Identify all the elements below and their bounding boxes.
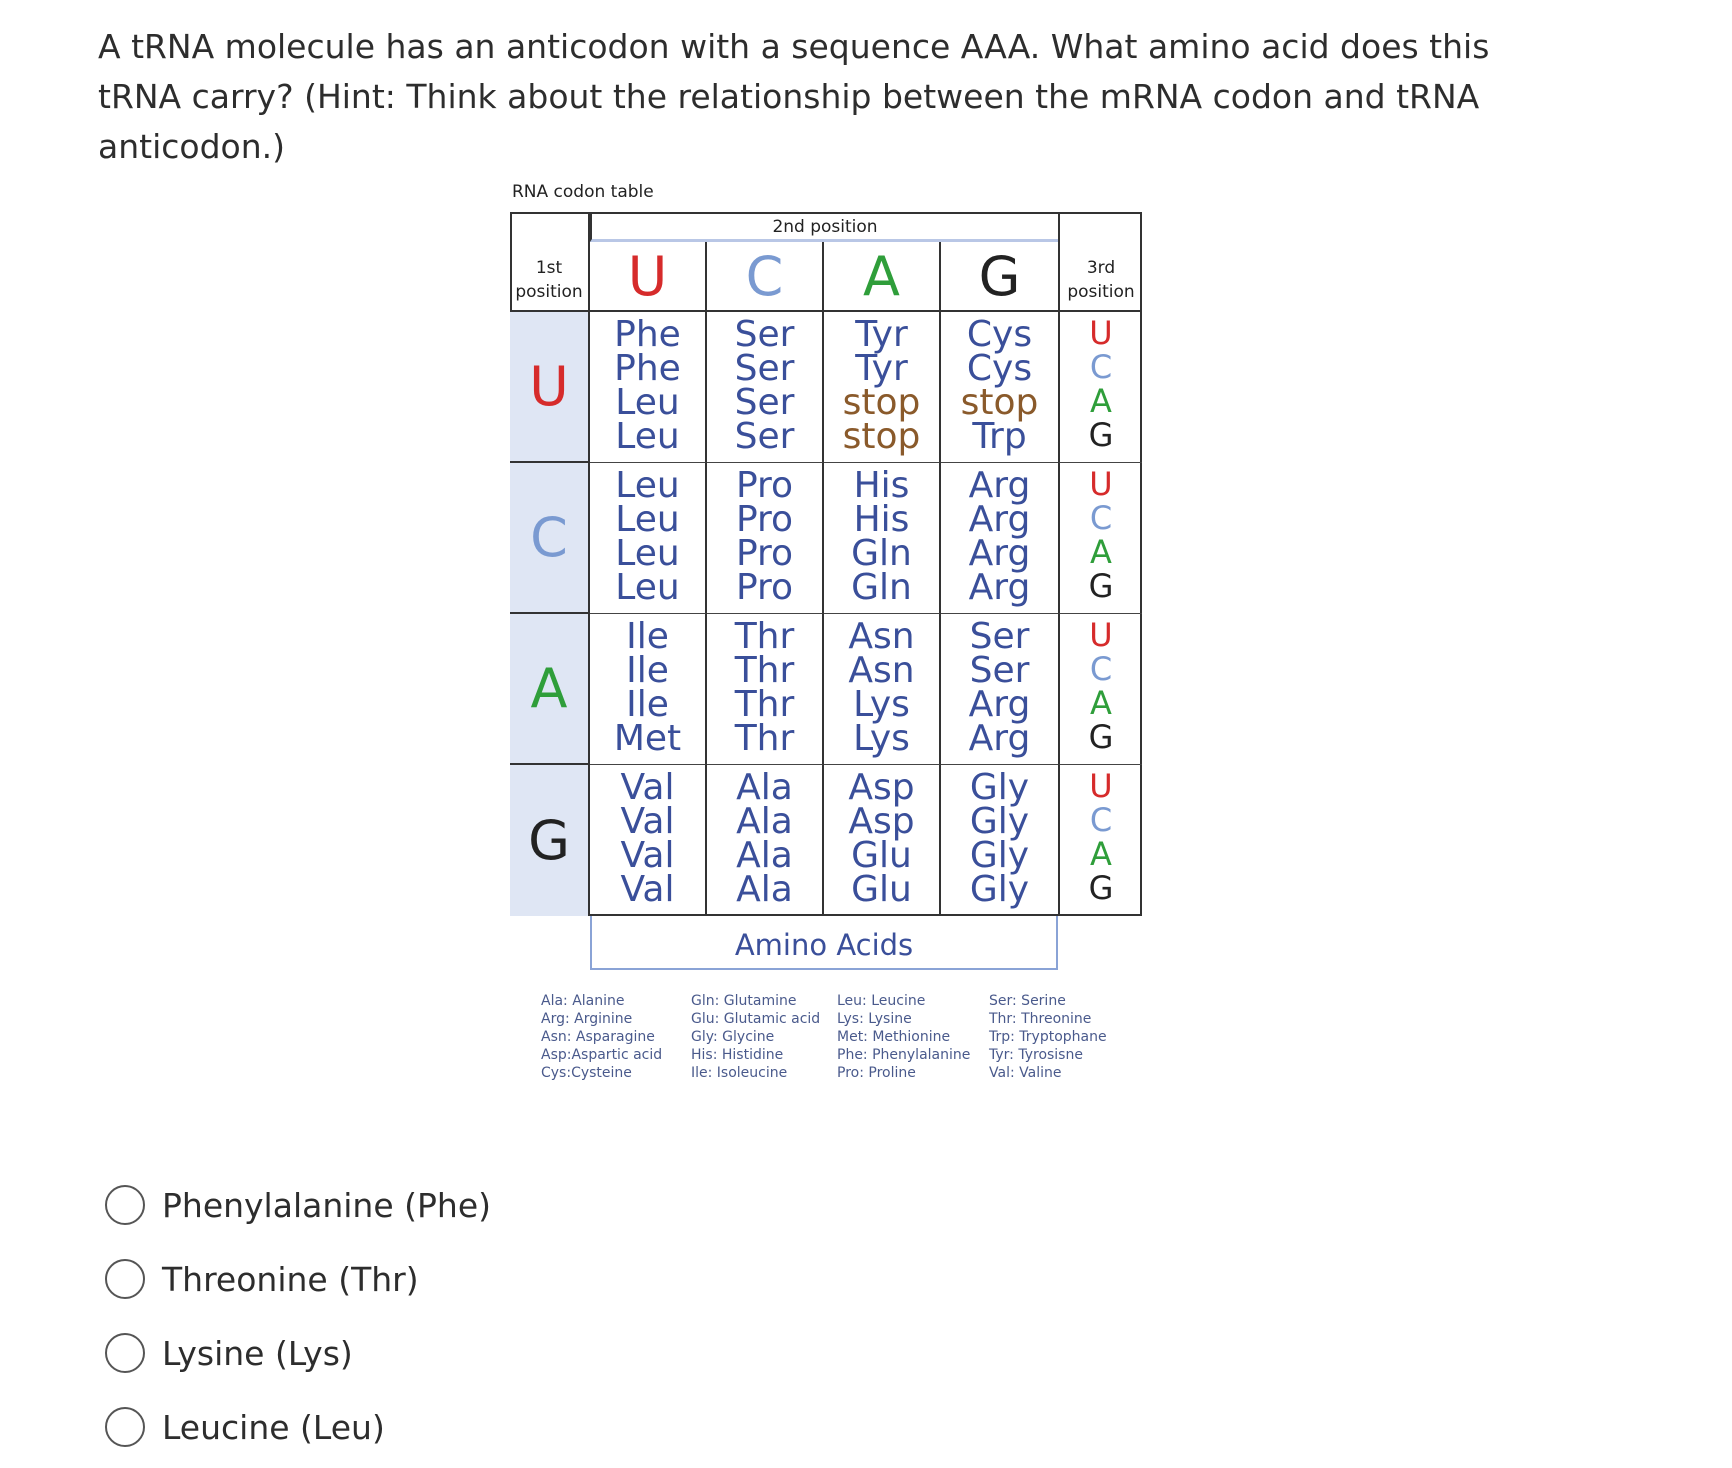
legend-entry: Pro: Proline	[837, 1065, 916, 1081]
first-position-header	[510, 212, 590, 312]
third-position-base-C: C	[1089, 499, 1113, 537]
legend-column	[989, 992, 1107, 1082]
legend-entry: Ser: Serine	[989, 993, 1066, 1009]
second-position-base-C: C	[707, 242, 824, 312]
amino-acid-cell	[941, 614, 1058, 765]
amino-acid-val: Val	[620, 767, 675, 808]
amino-acid-gly: Gly	[969, 801, 1030, 842]
legend-entry: Val: Valine	[989, 1065, 1062, 1081]
amino-acid-val: Val	[620, 835, 675, 876]
amino-acid-lys: Lys	[853, 684, 910, 725]
radio-button[interactable]	[105, 1185, 145, 1225]
amino-acid-cell	[824, 463, 941, 614]
answer-option[interactable]	[105, 1257, 605, 1301]
amino-acid-cell	[590, 614, 707, 765]
amino-acid-his: His	[853, 465, 910, 506]
amino-acid-pro: Pro	[735, 567, 794, 608]
amino-acid-cell	[941, 765, 1058, 916]
amino-acid-ser: Ser	[969, 650, 1030, 691]
legend-entry: Gln: Glutamine	[691, 993, 797, 1009]
third-position-base-U: U	[1089, 314, 1113, 352]
answer-option-label[interactable]: Threonine (Thr)	[162, 1259, 419, 1299]
first-position-base-U: U	[510, 312, 590, 463]
amino-acid-ala: Ala	[736, 801, 793, 842]
answer-option-label[interactable]: Lysine (Lys)	[162, 1333, 353, 1373]
amino-acid-cys: Cys	[966, 348, 1033, 389]
legend-entry: Glu: Glutamic acid	[691, 1011, 821, 1027]
third-position-base-A: A	[1090, 684, 1112, 722]
legend-entry: Asn: Asparagine	[541, 1029, 655, 1045]
third-position-base-G: G	[1088, 869, 1114, 907]
amino-acid-asn: Asn	[848, 650, 915, 691]
second-position-base-G: G	[941, 242, 1058, 312]
amino-acid-arg: Arg	[968, 533, 1031, 574]
amino-acid-cell	[707, 312, 824, 463]
legend-entry: Ala: Alanine	[541, 993, 625, 1009]
amino-acid-ala: Ala	[736, 835, 793, 876]
amino-acid-cell	[824, 312, 941, 463]
amino-acid-thr: Thr	[734, 650, 795, 691]
legend-entry: Leu: Leucine	[837, 993, 926, 1009]
third-position-base-U: U	[1089, 616, 1113, 654]
amino-acid-cell	[590, 463, 707, 614]
amino-acid-cell	[590, 312, 707, 463]
amino-acid-ile: Ile	[626, 616, 669, 657]
amino-acid-stop: stop	[842, 416, 921, 457]
second-position-header: 2nd position	[590, 212, 1058, 242]
answer-option[interactable]	[105, 1183, 605, 1227]
third-position-cell	[1058, 614, 1142, 765]
amino-acid-cell	[707, 614, 824, 765]
amino-acid-stop: stop	[842, 382, 921, 423]
radio-button[interactable]	[105, 1407, 145, 1447]
third-position-base-G: G	[1088, 567, 1114, 605]
amino-acid-arg: Arg	[968, 684, 1031, 725]
amino-acid-cell	[941, 463, 1058, 614]
amino-acid-tyr: Tyr	[855, 348, 908, 389]
amino-acid-ile: Ile	[626, 684, 669, 725]
amino-acid-ser: Ser	[734, 382, 795, 423]
legend-entry: Lys: Lysine	[837, 1011, 912, 1027]
amino-acid-his: His	[853, 499, 910, 540]
amino-acid-leu: Leu	[615, 465, 680, 506]
amino-acid-thr: Thr	[734, 684, 795, 725]
answer-option-label[interactable]: Phenylalanine (Phe)	[162, 1185, 492, 1225]
legend-entry: Met: Methionine	[837, 1029, 951, 1045]
amino-acid-cell	[824, 614, 941, 765]
third-position-base-G: G	[1088, 416, 1114, 454]
third-position-cell	[1058, 312, 1142, 463]
amino-acid-pro: Pro	[735, 533, 794, 574]
answer-option[interactable]	[105, 1405, 605, 1449]
legend-column	[691, 992, 820, 1082]
legend-entry: Arg: Arginine	[541, 1011, 633, 1027]
amino-acid-ala: Ala	[736, 869, 793, 910]
codon-table-figure	[500, 182, 1160, 1082]
amino-acid-phe: Phe	[614, 314, 681, 355]
amino-acid-gln: Gln	[851, 567, 912, 608]
amino-acid-cell	[941, 312, 1058, 463]
amino-acids-label: Amino Acids	[734, 928, 914, 962]
figure-title: RNA codon table	[512, 182, 654, 202]
amino-acid-cell	[707, 463, 824, 614]
second-position-base-A: A	[824, 242, 941, 312]
first-position-word: position	[515, 282, 583, 302]
amino-acid-cell	[707, 765, 824, 916]
amino-acid-leu: Leu	[615, 567, 680, 608]
third-position-cell	[1058, 765, 1142, 916]
amino-acid-trp: Trp	[972, 416, 1027, 457]
amino-acid-ser: Ser	[734, 348, 795, 389]
first-position-base-G: G	[510, 765, 590, 916]
amino-acid-asn: Asn	[848, 616, 915, 657]
third-position-base-A: A	[1090, 835, 1112, 873]
amino-acid-arg: Arg	[968, 465, 1031, 506]
legend-column	[837, 992, 970, 1082]
amino-acid-ser: Ser	[734, 314, 795, 355]
question-text: A tRNA molecule has an anticodon with a sequence AAA. What amino acid does this tRNA carry? (Hint: Think about the relationship between the mRNA codon and tRNA anticodon.)	[98, 27, 1490, 166]
amino-acid-ser: Ser	[969, 616, 1030, 657]
amino-acid-gly: Gly	[969, 869, 1030, 910]
legend-entry: Tyr: Tyrosisne	[989, 1047, 1083, 1063]
amino-acid-glu: Glu	[851, 869, 912, 910]
third-position-base-U: U	[1089, 465, 1113, 503]
legend-entry: Ile: Isoleucine	[691, 1065, 788, 1081]
third-position-cell	[1058, 463, 1142, 614]
amino-acid-met: Met	[613, 718, 682, 759]
third-position-word: position	[1067, 282, 1135, 302]
amino-acid-gln: Gln	[851, 533, 912, 574]
amino-acid-leu: Leu	[615, 533, 680, 574]
amino-acid-pro: Pro	[735, 499, 794, 540]
third-position-word: 3rd	[1086, 258, 1116, 278]
amino-acid-val: Val	[620, 801, 675, 842]
third-position-base-G: G	[1088, 718, 1114, 756]
legend-entry: Asp:Aspartic acid	[541, 1047, 663, 1063]
amino-acid-stop: stop	[960, 382, 1039, 423]
legend-column	[541, 992, 662, 1082]
amino-acid-phe: Phe	[614, 348, 681, 389]
third-position-header	[1058, 212, 1142, 312]
amino-acid-cys: Cys	[966, 314, 1033, 355]
codon-table	[510, 212, 1146, 962]
amino-acid-lys: Lys	[853, 718, 910, 759]
legend-entry: Phe: Phenylalanine	[837, 1047, 971, 1063]
first-position-word: 1st	[535, 258, 563, 278]
first-position-base-A: A	[510, 614, 590, 765]
amino-acid-glu: Glu	[851, 835, 912, 876]
amino-acid-thr: Thr	[734, 616, 795, 657]
amino-acid-gly: Gly	[969, 767, 1030, 808]
radio-button[interactable]	[105, 1259, 145, 1299]
third-position-base-C: C	[1089, 801, 1113, 839]
third-position-base-U: U	[1089, 767, 1113, 805]
third-position-base-A: A	[1090, 382, 1112, 420]
second-position-base-U: U	[590, 242, 707, 312]
amino-acid-val: Val	[620, 869, 675, 910]
amino-acid-asp: Asp	[848, 767, 915, 808]
amino-acid-arg: Arg	[968, 718, 1031, 759]
amino-acid-thr: Thr	[734, 718, 795, 759]
answer-option-label[interactable]: Leucine (Leu)	[162, 1407, 385, 1447]
amino-acid-arg: Arg	[968, 499, 1031, 540]
amino-acid-arg: Arg	[968, 567, 1031, 608]
amino-acid-leu: Leu	[615, 499, 680, 540]
radio-button[interactable]	[105, 1333, 145, 1373]
amino-acid-cell	[590, 765, 707, 916]
amino-acid-leu: Leu	[615, 416, 680, 457]
amino-acid-tyr: Tyr	[855, 314, 908, 355]
legend-entry: Gly: Glycine	[691, 1029, 775, 1045]
legend-entry: Cys:Cysteine	[541, 1065, 632, 1081]
third-position-base-C: C	[1089, 650, 1113, 688]
first-position-base-C: C	[510, 463, 590, 614]
amino-acid-gly: Gly	[969, 835, 1030, 876]
amino-acid-leu: Leu	[615, 382, 680, 423]
legend-entry: His: Histidine	[691, 1047, 784, 1063]
amino-acid-asp: Asp	[848, 801, 915, 842]
third-position-base-C: C	[1089, 348, 1113, 386]
answer-option[interactable]	[105, 1331, 605, 1375]
amino-acid-ile: Ile	[626, 650, 669, 691]
amino-acid-pro: Pro	[735, 465, 794, 506]
legend-entry: Thr: Threonine	[989, 1011, 1092, 1027]
amino-acid-ser: Ser	[734, 416, 795, 457]
amino-acid-cell	[824, 765, 941, 916]
third-position-base-A: A	[1090, 533, 1112, 571]
legend-entry: Trp: Tryptophane	[989, 1029, 1107, 1045]
amino-acid-ala: Ala	[736, 767, 793, 808]
